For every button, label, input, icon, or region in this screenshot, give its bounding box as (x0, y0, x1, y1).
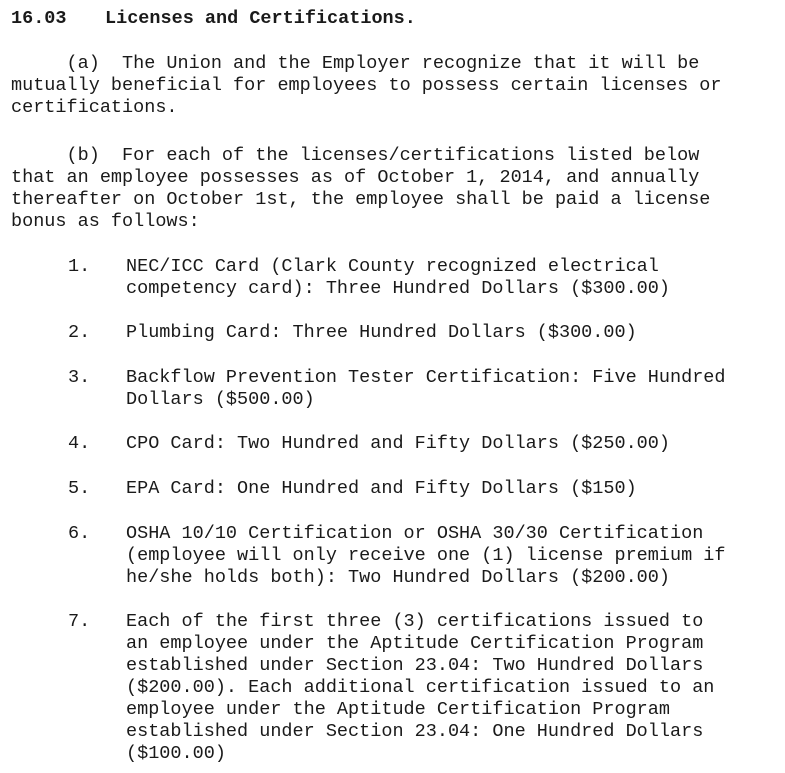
list-item-line: (employee will only receive one (1) license premium if (126, 545, 726, 566)
list-item-line: competency card): Three Hundred Dollars ($300.00) (126, 278, 670, 299)
list-item-number: 7. (68, 611, 91, 632)
paragraph-a-line: mutually beneficial for employees to possess certain licenses or (11, 75, 722, 96)
list-item-line: Plumbing Card: Three Hundred Dollars ($300.00) (126, 322, 637, 343)
list-item-number: 6. (68, 523, 91, 544)
section-title: Licenses and Certifications. (105, 8, 416, 29)
list-item-line: Backflow Prevention Tester Certification: Five Hundred (126, 367, 726, 388)
list-item-number: 3. (68, 367, 91, 388)
list-item-line: NEC/ICC Card (Clark County recognized electrical (126, 256, 659, 277)
paragraph-a-line: (a) The Union and the Employer recognize that it will be (11, 53, 700, 74)
list-item-line: ($200.00). Each additional certification issued to an (126, 677, 715, 698)
paragraph-b-line: (b) For each of the licenses/certifications listed below (11, 145, 700, 166)
list-item-line: Each of the first three (3) certifications issued to (126, 611, 704, 632)
list-item-number: 1. (68, 256, 91, 277)
list-item-line: Dollars ($500.00) (126, 389, 315, 410)
list-item-number: 4. (68, 433, 91, 454)
list-item-line: an employee under the Aptitude Certification Program (126, 633, 704, 654)
list-item-line: ($100.00) (126, 743, 226, 764)
list-item-line: established under Section 23.04: One Hundred Dollars (126, 721, 704, 742)
list-item-line: EPA Card: One Hundred and Fifty Dollars ($150) (126, 478, 637, 499)
list-item-line: OSHA 10/10 Certification or OSHA 30/30 Certification (126, 523, 704, 544)
paragraph-b-line: thereafter on October 1st, the employee shall be paid a license (11, 189, 711, 210)
paragraph-a-line: certifications. (11, 97, 178, 118)
paragraph-b-line: that an employee possesses as of October 1, 2014, and annually (11, 167, 700, 188)
list-item-line: he/she holds both): Two Hundred Dollars ($200.00) (126, 567, 670, 588)
paragraph-b-line: bonus as follows: (11, 211, 200, 232)
list-item-number: 5. (68, 478, 91, 499)
list-item-line: CPO Card: Two Hundred and Fifty Dollars ($250.00) (126, 433, 670, 454)
section-number: 16.03 (11, 8, 67, 29)
list-item-number: 2. (68, 322, 91, 343)
list-item-line: employee under the Aptitude Certification Program (126, 699, 670, 720)
list-item-line: established under Section 23.04: Two Hundred Dollars (126, 655, 704, 676)
